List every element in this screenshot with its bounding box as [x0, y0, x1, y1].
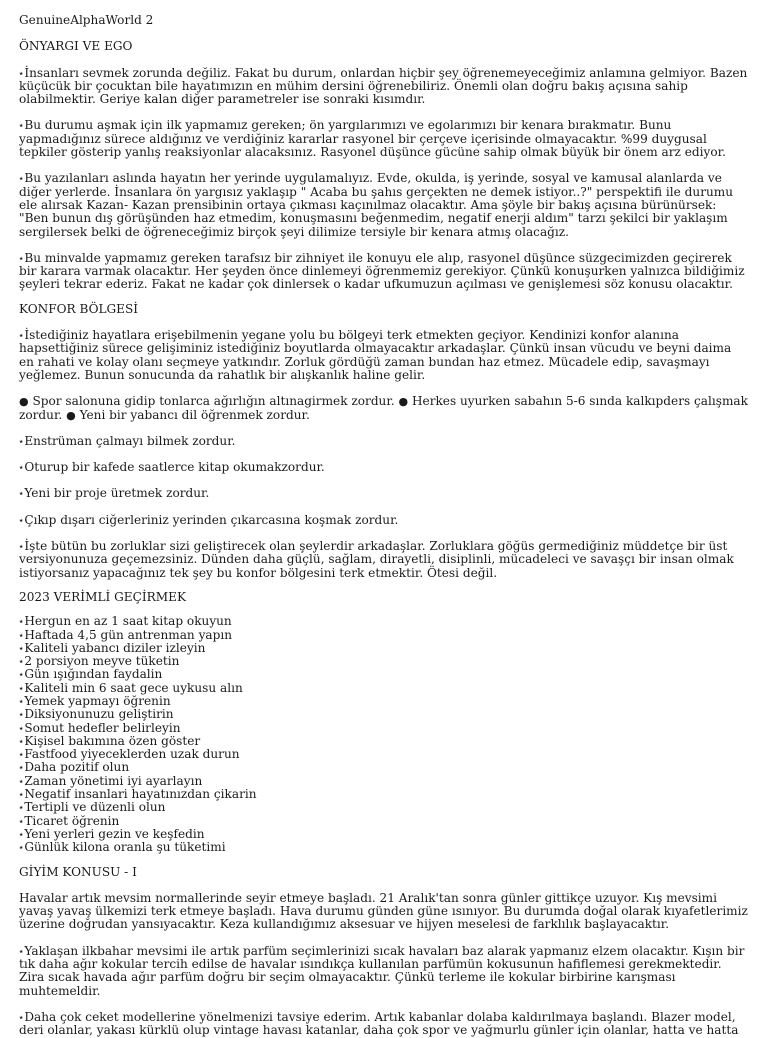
list-item: ⭑Günlük kilona oranla şu tüketimi [19, 840, 226, 855]
list-item: ⭑Negatif insanlari hayatınızdan çikarin [19, 787, 257, 802]
section-heading-prejudice: ÖNYARGI VE EGO [19, 39, 133, 54]
star-bullet-icon: ⭑ [19, 946, 24, 956]
star-bullet-icon: ⭑ [19, 617, 24, 627]
list-item: ⭑Hergun en az 1 saat kitap okuyun [19, 614, 232, 629]
document-page [19, 14, 749, 1038]
list-item: ⭑Yemek yapmayı öğrenin [19, 693, 171, 708]
star-bullet-icon: ⭑ [19, 776, 24, 786]
paragraph: ⭑Bu yazılanları aslında hayatın her yerinde uygulamalıyız. Evde, okulda, iş yerinde, sosyal ve kamusal alanlarda ve diğer yerlerde. İnsanlara ön yargısız yaklaşıp " Acaba bu şahıs gerçekten ne demek istiyor..?" perspektifi ile durumu ele alırsak Kazan- Kazan prensibinin ortaya çıkması kaçınılmaz olacaktır. Ama şöyle bir bakış açısına bürünürsek: "Ben bunun dış görüşünden haz etmedim, konuşmasını beğenmedim, negatif enerji aldım" tarzı şekilci bir yaklaşım sergilersek belki de öğreneceğimiz birçok şeyi dilimize tersiyle bir kenara atmış olacağız. [19, 171, 734, 239]
paragraph: ⭑Yeni bir proje üretmek zordur. [19, 486, 210, 501]
section-heading-productive: 2023 VERİMLİ GEÇİRMEK [19, 589, 186, 604]
star-bullet-icon: ⭑ [19, 542, 24, 552]
star-bullet-icon: ⭑ [19, 489, 24, 499]
list-item: ⭑Daha pozitif olun [19, 760, 130, 775]
star-bullet-icon: ⭑ [19, 736, 24, 746]
star-bullet-icon: ⭑ [19, 643, 24, 653]
star-bullet-icon: ⭑ [19, 696, 24, 706]
star-bullet-icon: ⭑ [19, 816, 24, 826]
list-item: ⭑Gün ışığından faydalin [19, 667, 163, 682]
list-item: ⭑Kişisel bakımına özen göster [19, 733, 201, 748]
star-bullet-icon: ⭑ [19, 1012, 24, 1022]
star-bullet-icon: ⭑ [19, 253, 24, 263]
star-bullet-icon: ⭑ [19, 843, 24, 853]
star-bullet-icon: ⭑ [19, 331, 24, 341]
star-bullet-icon: ⭑ [19, 723, 24, 733]
section-heading-clothing: GİYİM KONUSU - I [19, 864, 137, 879]
paragraph: ⭑Bu durumu aşmak için ilk yapmamız gereken; ön yargılarımızı ve egolarımızı bir kenara bırakmatır. Bunu yapmadığınız sürece aldığınız ve verdiğiniz kararlar rasyonel bir çerçeve içerisinde olmayacaktır. %99 duygusal tepkiler gösterip yanlış reaksiyonlar alacaksınız. Rasyonel düşünce gücüne sahip olmak büyük bir önem arz ediyor. [19, 118, 726, 160]
list-item: ⭑Diksiyonunuzu geliştirin [19, 707, 174, 722]
star-bullet-icon: ⭑ [19, 463, 24, 473]
list-item: ⭑Kaliteli min 6 saat gece uykusu alın [19, 680, 243, 695]
star-bullet-icon: ⭑ [19, 657, 24, 667]
list-item: ⭑Yeni yerleri gezin ve keşfedin [19, 826, 205, 841]
paragraph: ⭑İstediğiniz hayatlara erişebilmenin yegane yolu bu bölgeyi terk etmekten geçiyor. Kendinizi konfor alanına hapsettiğiniz sürece gelişiminiz istediğiniz boyutlarda olmayacaktır arkadaşlar. Çünkü insan vücudu ve beyni daima en rahati ve kolay olanı seçmeye yatkındır. Zorluk gördüğü zaman bundan haz etmez. Mücadele edip, savaşmayı yeğlemez. Bunun sonucunda da rahatlık bir alışkanlık haline gelir. [19, 328, 732, 382]
dot-bullet-icon: ● [398, 395, 409, 409]
paragraph: ⭑İşte bütün bu zorluklar sizi geliştirecek olan şeylerdir arkadaşlar. Zorluklara göğüs germediğiniz müddetçe bir üst versiyonunuza geçemezsiniz. Dünden daha güçlü, sağlam, dirayetli, disiplinli, mücadeleci ve savaşçı bir insan olmak istiyorsanız yapacağınız tek şey bu konfor bölgesini terk etmektir. Ötesi değil. [19, 539, 734, 580]
list-item: ⭑Tertipli ve düzenli olun [19, 800, 166, 815]
productive-list [19, 615, 749, 854]
star-bullet-icon: ⭑ [19, 750, 24, 760]
section-heading-comfort: KONFOR BÖLGESİ [19, 301, 139, 316]
paragraph: Havalar artık mevsim normallerinde seyir etmeye başladı. 21 Aralık'tan sonra günler gittikçe uzuyor. Kış mevsimi yavaş yavaş ülkemizi terk etmeye başladı. Hava durumu günden güne ısınıyor. Bu durumda doğal olarak kıyafetlerimiz üzerine doğrudan yansıyacaktır. Keza kullandığımız aksesuar ve hijyen meselesi de farklılık başlayacaktır. [19, 890, 748, 932]
star-bullet-icon: ⭑ [19, 515, 24, 525]
star-bullet-icon: ⭑ [19, 121, 24, 131]
star-bullet-icon: ⭑ [19, 710, 24, 720]
paragraph: ⭑Enstrüman çalmayı bilmek zordur. [19, 433, 236, 448]
star-bullet-icon: ⭑ [19, 763, 24, 773]
star-bullet-icon: ⭑ [19, 683, 24, 693]
list-item: ⭑Fastfood yiyeceklerden uzak durun [19, 747, 240, 762]
star-bullet-icon: ⭑ [19, 790, 24, 800]
list-item: ⭑Somut hedefler belirleyin [19, 720, 181, 735]
star-bullet-icon: ⭑ [19, 174, 24, 184]
dot-bullet-icon: ● [66, 408, 76, 422]
list-item: ⭑Zaman yönetimi iyi ayarlayın [19, 773, 203, 788]
paragraph: ⭑Daha çok ceket modellerine yönelmenizi tavsiye ederim. Artık kabanlar dolaba kaldırılmaya başlandı. Blazer model, deri olanlar, yakası kürklü olup vintage havası katanlar, daha çok spor ve yağmurlu günler için olanlar, hatta ve hatta [19, 1009, 739, 1038]
paragraph: ⭑Bu minvalde yapmamız gereken tarafsız bir zihniyet ile konuyu ele alıp, rasyonel düşünce süzgecimizden geçirerek bir karara varmak olacaktır. Her şeyden önce dinlemeyi öğrenmemiz gerekiyor. Çünkü konuşurken yalnızca bildiğimiz şeyleri tekrar ederiz. Fakat ne kadar çok dinlersek o kadar ufkumuzun açılması ve genişlemesi söz konusu olacaktır. [19, 250, 745, 292]
star-bullet-icon: ⭑ [19, 436, 24, 446]
list-item: ⭑2 porsiyon meyve tüketin [19, 654, 180, 669]
list-item: ⭑Haftada 4,5 gün antrenman yapın [19, 627, 233, 642]
star-bullet-icon: ⭑ [19, 670, 24, 680]
star-bullet-icon: ⭑ [19, 829, 24, 839]
dot-bullet-paragraph: ● Spor salonuna gidip tonlarca ağırlığın altınagirmek zordur. ● Herkes uyurken sabahın 5-6 sında kalkıpders çalışmak zordur. ● Yeni bir yabancı dil öğrenmek zordur. [19, 394, 748, 422]
paragraph: ⭑İnsanları sevmek zorunda değiliz. Fakat bu durum, onlardan hiçbir şey öğrenemeyeceğimiz anlamına gelmiyor. Bazen küçücük bir çocuktan bile hayatımızın en mühim dersini öğrenebiliriz. Önemli olan doğru bakış açısına sahip olabilmektir. Geriye kalan diğer parametreler ise sonraki kısımdır. [19, 65, 748, 107]
star-bullet-icon: ⭑ [19, 630, 24, 640]
dot-bullet-icon: ● [19, 395, 29, 409]
paragraph: ⭑Çıkıp dışarı ciğerleriniz yerinden çıkarcasına koşmak zordur. [19, 512, 399, 527]
paragraph: ⭑Oturup bir kafede saatlerce kitap okumakzordur. [19, 460, 325, 475]
list-item: ⭑Kaliteli yabancı diziler izleyin [19, 640, 206, 655]
document-title: GenuineAlphaWorld 2 [19, 13, 154, 27]
list-item: ⭑Ticaret öğrenin [19, 813, 120, 828]
star-bullet-icon: ⭑ [19, 68, 24, 78]
paragraph: ⭑Yaklaşan ilkbahar mevsimi ile artık parfüm seçimlerinizi sıcak havaları baz alarak yapmanız elzem olacaktır. Kışın bir tık daha ağır kokular tercih edilse de havalar ısındıkça kullanılan parfümün kokusunun hafiflemesi gerekmektedir. Zira sıcak havada ağır parfüm doğru bir seçim olmayacaktır. Çünkü terleme ile kokular birbirine karışması muhtemeldir. [19, 943, 745, 998]
star-bullet-icon: ⭑ [19, 803, 24, 813]
